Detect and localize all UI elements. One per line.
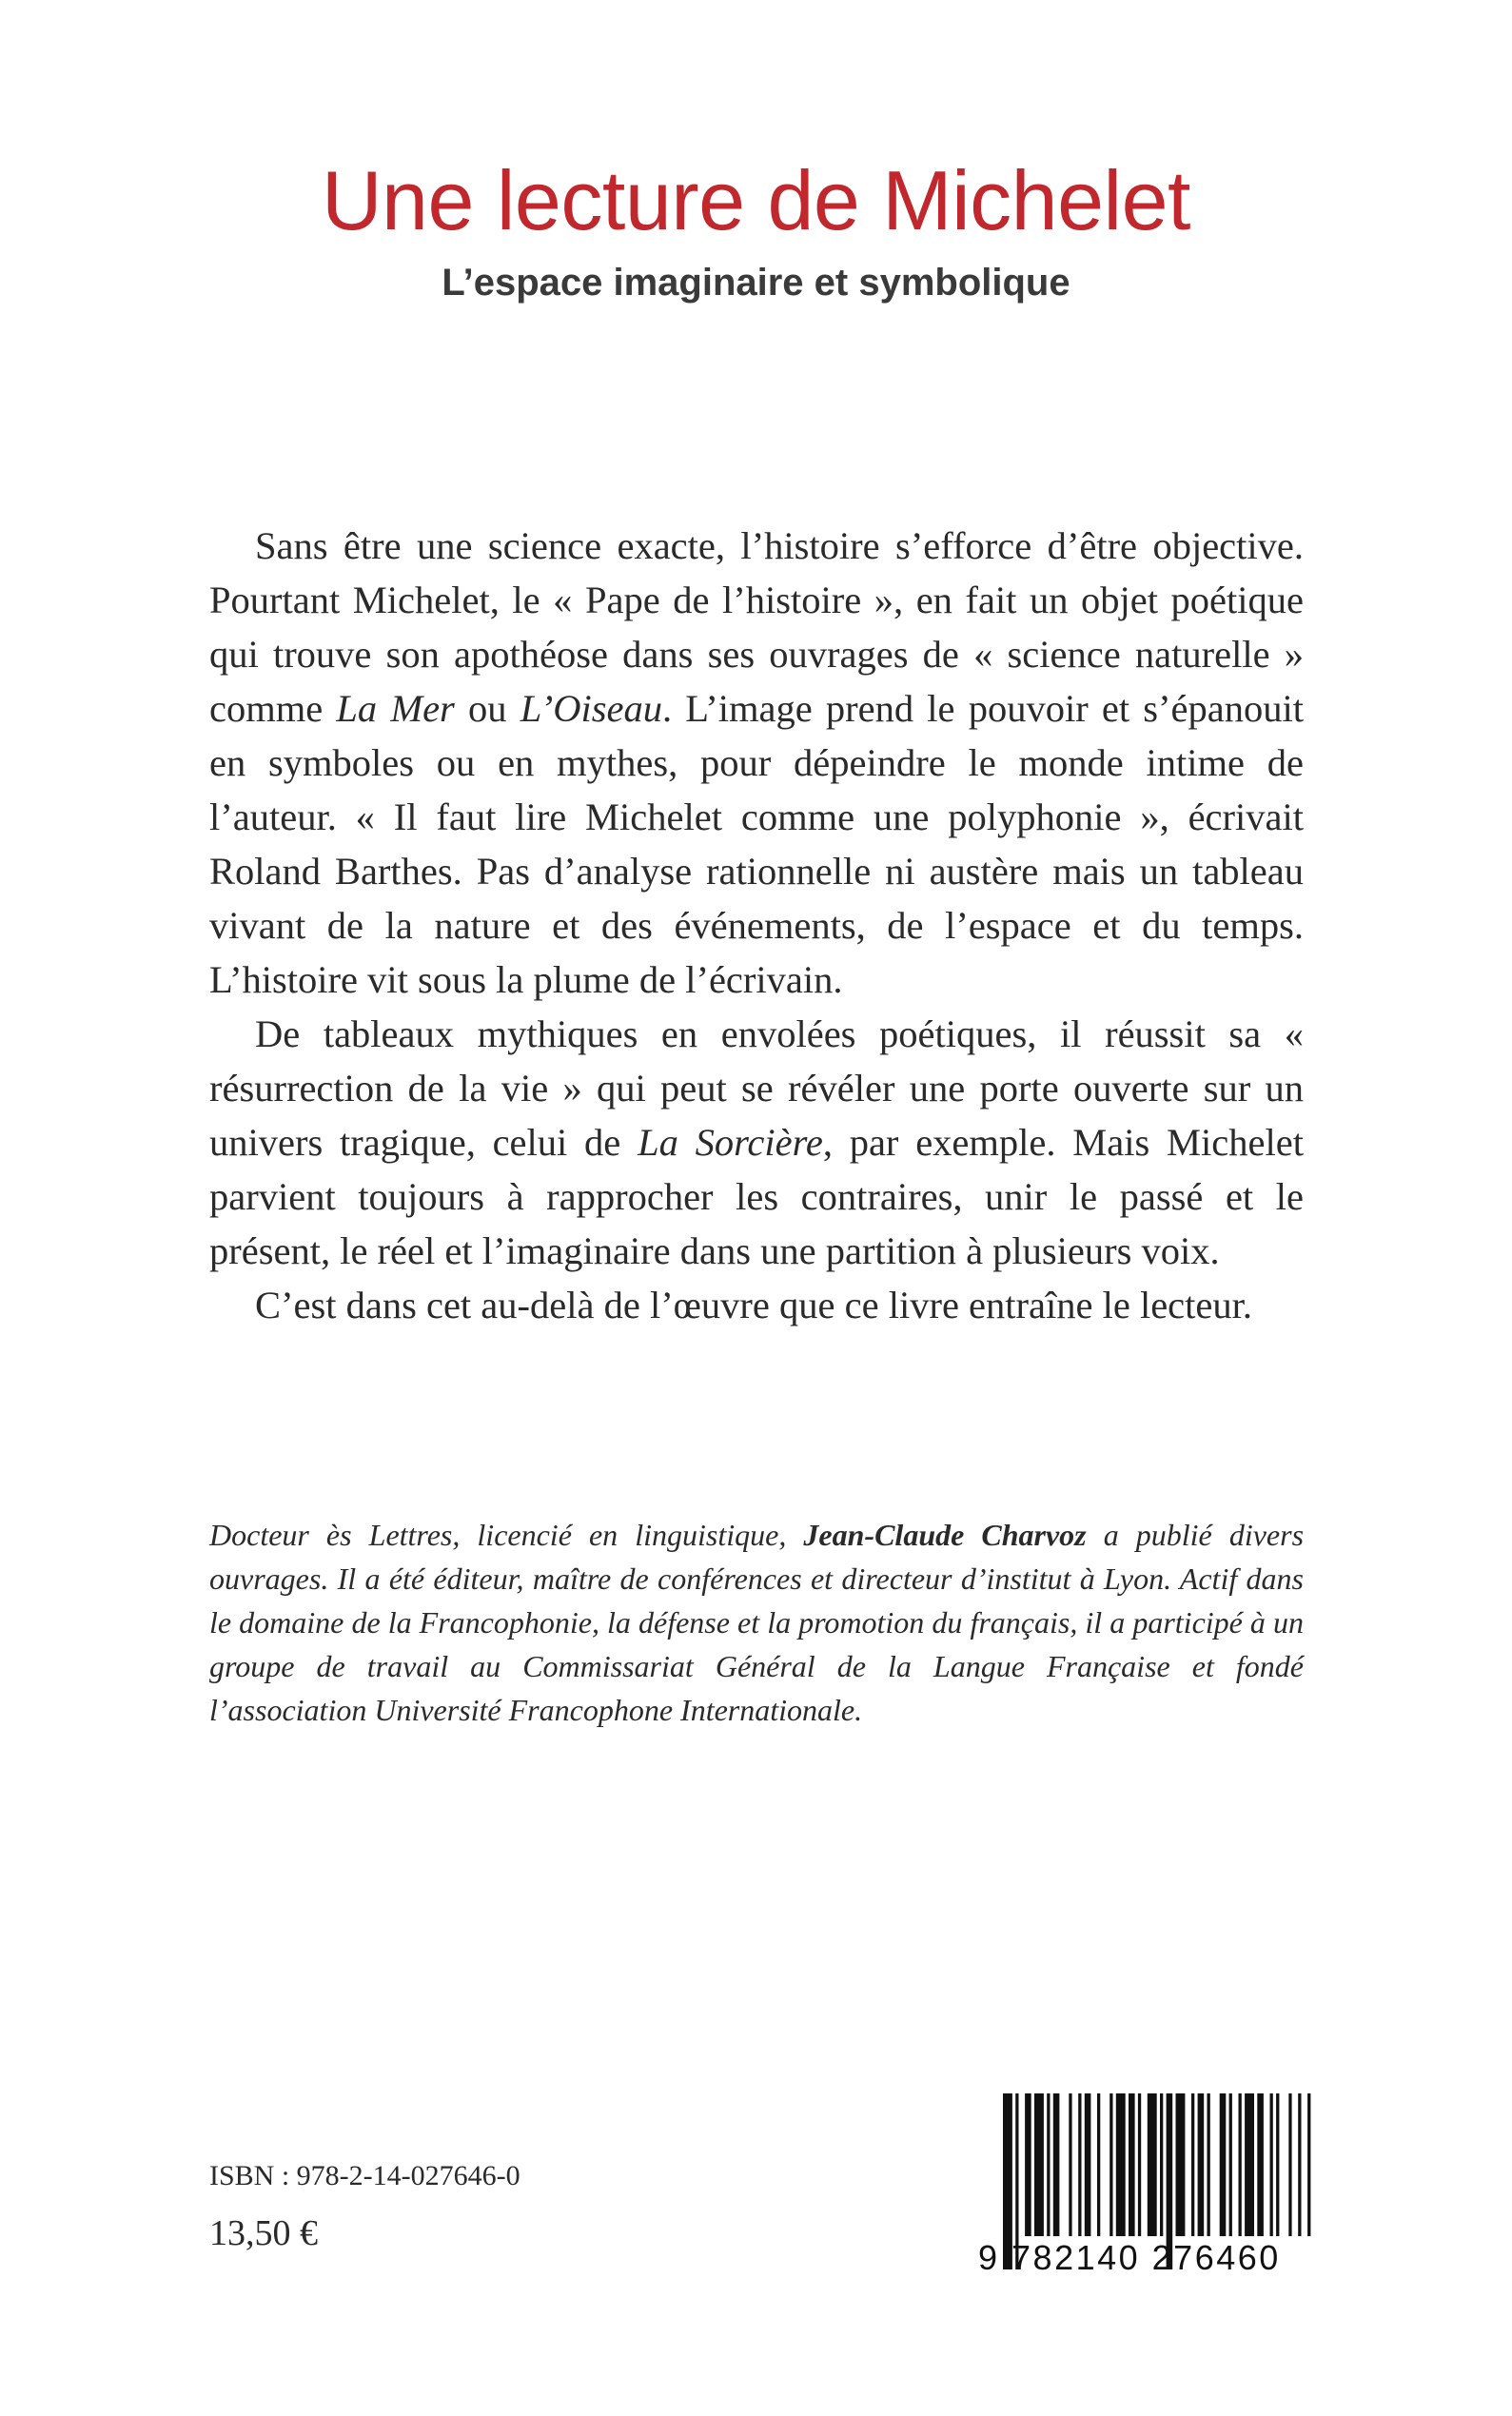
book-title: Une lecture de Michelet	[322, 153, 1190, 247]
blurb-text: De tableaux mythiques en envolées poétiques, il réussit sa « résurrection de la vie » qui peut se révéler une porte ouverte sur un univers tragique, celui de	[209, 1012, 1304, 1164]
author-name: Jean-Claude Charvoz	[803, 1518, 1087, 1552]
blurb-text: Sans être une science exacte, l’histoire s’efforce d’être objective. Pourtant Michelet, le « Pape de l’histoire », en fait un objet poétique qui trouve son apothéose dans ses ouvrages de « science naturelle » comme	[209, 524, 1304, 730]
price: 13,50 €	[209, 2213, 318, 2253]
blurb	[209, 519, 1304, 1332]
blurb-text: . L’image prend le pouvoir et s’épanouit en symboles ou en mythes, pour dépeindre le monde intime de l’auteur. « Il faut lire Michelet comme une polyphonie », écrivait Roland Barthes. Pas d’analyse rationnelle ni austère mais un tableau vivant de la nature et des événements, de l’espace et du temps. L’histoire vit sous la plume de l’écrivain.	[209, 687, 1305, 1001]
isbn: ISBN : 978-2-14-027646-0	[209, 2160, 520, 2191]
book-subtitle: L’espace imaginaire et symbolique	[442, 262, 1070, 304]
bio-text: a publié divers ouvrages. Il a été éditeur, maître de conférences et directeur d’institut à Lyon. Actif dans le domaine de la Francophonie, la défense et la promotion du français, il a participé à un groupe de travail au Commissariat Général de la Langue Française et fondé l’association Université Francophone Internationale.	[209, 1518, 1305, 1727]
work-title-l-oiseau: L’Oiseau	[520, 687, 662, 730]
blurb-paragraph-1	[209, 519, 1304, 1007]
blurb-paragraph-2	[209, 1007, 1304, 1278]
bio-text: Docteur ès Lettres, licencié en linguistique,	[209, 1518, 804, 1552]
blurb-paragraph-3: C’est dans cet au-delà de l’œuvre que ce livre entraîne le lecteur.	[255, 1284, 1252, 1326]
work-title-la-mer: La Mer	[336, 687, 455, 730]
author-bio	[209, 1513, 1304, 1732]
blurb-text: , par exemple. Mais Michelet parvient toujours à rapprocher les contraires, unir le passé et le présent, le réel et l’imaginaire dans une partition à plusieurs voix.	[209, 1121, 1304, 1272]
work-title-la-sorciere: La Sorcière	[638, 1121, 823, 1164]
barcode-digits: 9 782140 276460	[978, 2238, 1281, 2277]
blurb-text: ou	[454, 687, 520, 730]
